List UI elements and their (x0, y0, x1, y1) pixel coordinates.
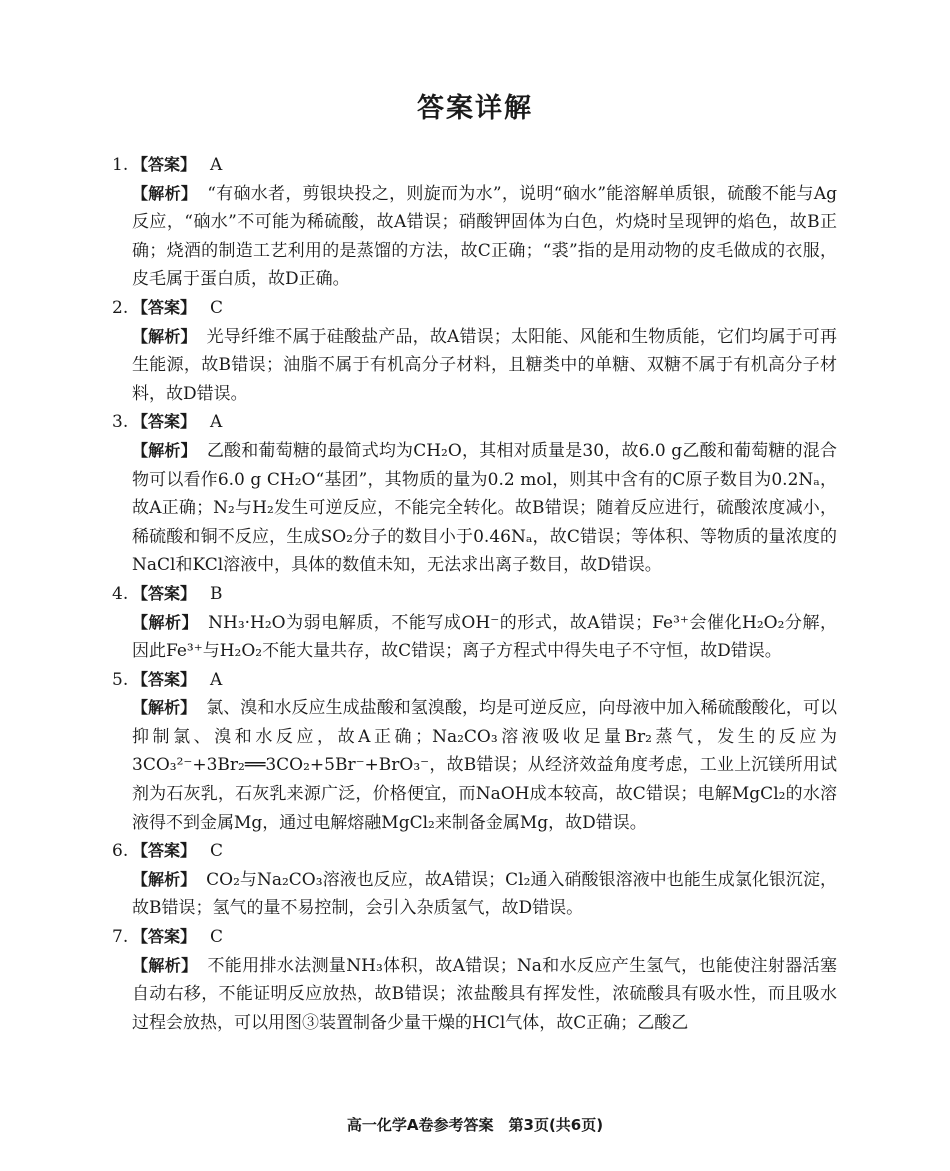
answer-tag: 【答案】 (132, 297, 197, 317)
question-number: 3. (112, 412, 129, 433)
analysis-paragraph (112, 609, 837, 666)
analysis-paragraph (112, 952, 837, 1038)
analysis-tag: 【解析】 (132, 698, 197, 718)
answer-tag: 【答案】 (132, 841, 197, 861)
answer-choice: C (210, 297, 224, 318)
question-number: 7. (112, 927, 129, 948)
analysis-text: 乙酸和葡萄糖的最简式均为CH₂O，其相对质量是30，故6.0 g乙酸和葡萄糖的混合物可以看作6.0 g CH₂O“基团”，其物质的量为0.2 mol，则其中含有的C原子数目为0.2Nₐ，故A正确；N₂与H₂发生可逆反应，不能完全转化。故B错误；随着反应进行，硫酸浓度减小，稀硫酸和铜不反应，生成SO₂分子的数目小于0.46Nₐ，故C错误；等体积、等物质的量浓度的NaCl和KCl溶液中，具体的数值未知，无法求出离子数目，故D错误。 (132, 440, 837, 576)
answer-line (112, 151, 837, 180)
analysis-paragraph (112, 866, 837, 923)
answer-choice: A (210, 412, 223, 433)
page-title: 答案详解 (417, 93, 533, 124)
answer-choice: A (210, 669, 223, 690)
analysis-text: CO₂与Na₂CO₃溶液也反应，故A错误；Cl₂通入硝酸银溶液中也能生成氯化银沉淀，故B错误；氢气的量不易控制，会引入杂质氢气，故D错误。 (132, 869, 837, 919)
question-number: 4. (112, 583, 129, 604)
question-1 (112, 151, 837, 294)
analysis-text: 不能用排水法测量NH₃体积，故A错误；Na和水反应产生氢气，也能使注射器活塞自动右移，不能证明反应放热，故B错误；浓盐酸具有挥发性，浓硫酸具有吸水性，而且吸水过程会放热，可以用图③装置制备少量干燥的HCl气体，故C正确；乙酸乙 (132, 955, 837, 1033)
answer-tag: 【答案】 (132, 155, 197, 174)
analysis-tag: 【解析】 (132, 612, 199, 632)
analysis-tag: 【解析】 (132, 326, 197, 346)
answer-tag: 【答案】 (132, 927, 197, 947)
answer-choice: B (210, 583, 223, 604)
answer-line (112, 666, 837, 695)
analysis-tag: 【解析】 (132, 869, 197, 889)
analysis-tag: 【解析】 (132, 440, 197, 460)
question-2 (112, 294, 837, 408)
analysis-tag: 【解析】 (132, 183, 198, 203)
question-3 (112, 408, 837, 580)
question-number: 1. (112, 155, 129, 175)
analysis-text: 氯、溴和水反应生成盐酸和氢溴酸，均是可逆反应，向母液中加入稀硫酸酸化，可以抑制氯、溴和水反应，故A正确；Na₂CO₃溶液吸收足量Br₂蒸气，发生的反应为3CO₃²⁻+3Br₂══3CO₂+5Br⁻+BrO₃⁻，故B错误；从经济效益角度考虑，工业上沉镁所用试剂为石灰乳，石灰乳来源广泛，价格便宜，而NaOH成本较高，故C错误；电解MgCl₂的水溶液得不到金属Mg，通过电解熔融MgCl₂来制备金属Mg，故D错误。 (132, 698, 837, 833)
analysis-paragraph (112, 437, 837, 580)
analysis-tag: 【解析】 (132, 955, 198, 975)
analysis-text: 光导纤维不属于硅酸盐产品，故A错误；太阳能、风能和生物质能，它们均属于可再生能源，故B错误；油脂不属于有机高分子材料，且糖类中的单糖、双糖不属于有机高分子材料，故D错误。 (132, 326, 837, 404)
answer-line (112, 837, 837, 866)
answer-line (112, 580, 837, 609)
analysis-paragraph (112, 694, 837, 837)
analysis-text: “有硇水者，剪银块投之，则旋而为水”，说明“硇水”能溶解单质银，硫酸不能与Ag反应，“硇水”不可能为稀硫酸，故A错误；硝酸钾固体为白色，灼烧时呈现钾的焰色，故B正确；烧酒的制造工艺利用的是蒸馏的方法，故C正确；“裘”指的是用动物的皮毛做成的衣服，皮毛属于蛋白质，故D正确。 (132, 183, 837, 290)
answer-line (112, 923, 837, 952)
answer-tag: 【答案】 (132, 669, 197, 689)
answer-line (112, 294, 837, 323)
question-5 (112, 666, 837, 838)
question-7 (112, 923, 837, 1037)
answer-tag: 【答案】 (132, 583, 197, 603)
question-number: 2. (112, 297, 129, 318)
question-number: 6. (112, 841, 129, 862)
page-footer: 高一化学A卷参考答案 第3页(共6页) (346, 1116, 604, 1134)
analysis-paragraph (112, 323, 837, 409)
question-number: 5. (112, 669, 129, 690)
answer-tag: 【答案】 (132, 412, 197, 432)
answer-choice: A (210, 155, 223, 175)
analysis-text: NH₃·H₂O为弱电解质，不能写成OH⁻的形式，故A错误；Fe³⁺会催化H₂O₂分解，因此Fe³⁺与H₂O₂不能大量共存，故C错误；离子方程式中得失电子不守恒，故D错误。 (132, 612, 837, 662)
question-4 (112, 580, 837, 666)
answer-line (112, 408, 837, 437)
answer-choice: C (210, 841, 224, 862)
question-6 (112, 837, 837, 923)
analysis-paragraph (112, 180, 837, 294)
answers-list (112, 151, 837, 1037)
answer-choice: C (210, 927, 224, 948)
